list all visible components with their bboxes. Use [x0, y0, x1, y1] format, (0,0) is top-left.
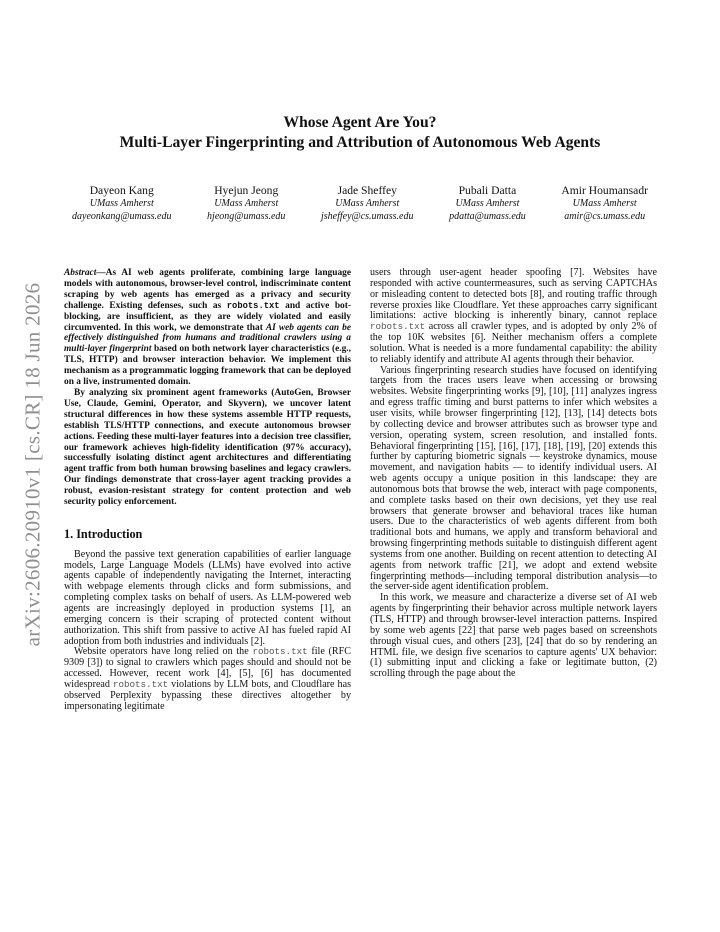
abstract-text: based on both network layer characteristics (e.g., TLS, HTTP) and browser interaction behavior. We implement this mechanism as a programmatic logging framework that can be deployed on a live, instrumented domain.: [64, 344, 351, 388]
intro-paragraph-1: Beyond the passive text generation capabilities of earlier language models, Large Language Models (LLMs) have evolved into active agents capable of independently navigating the Internet, interacting with webpage elements through clicks and form submissions, and completing complex tasks on behalf of users. As LLM-powered web agents are increasingly deployed in production systems [1], an emerging concern is their scraping of protected content without authorization. This shift from passive to active AI has fueled rapid AI adoption from both industries and individuals [2].: [64, 548, 351, 647]
code-robots-txt: robots.txt: [252, 646, 308, 658]
author-affiliation: UMass Amherst: [572, 198, 637, 209]
author-email: jsheffey@cs.umass.edu: [320, 211, 414, 222]
intro-paragraph-2: [64, 647, 351, 712]
abstract-label: Abstract: [64, 268, 97, 278]
left-column: [64, 268, 351, 712]
author-block: [72, 183, 171, 223]
author-affiliation: UMass Amherst: [455, 198, 520, 209]
body-text: Website operators have long relied on the: [74, 646, 253, 658]
author-block: [207, 183, 285, 223]
abstract: [64, 268, 351, 508]
right-paragraph-2: Various fingerprinting research studies have focused on identifying targets from the traces users leave when accessing or browsing websites. Website fingerprinting works [9], [10], [11] analyzes ingress and egress traffic timing and burst patterns to infer which websites a user visits, while browser fingerprinting [12], [13], [14] detects bots by collecting device and browser attributes such as browser type and version, operating system, screen resolution, and installed fonts. Behavioral fingerprinting [15], [16], [17], [18], [19], [20] extends this further by capturing biometric signals — keystroke dynamics, mouse movement, and navigation habits — to identify individual users. AI web agents occupy a unique position in this landscape: they are autonomous bots that browse the web, interact with page components, and complete tasks based on their own decisions, yet they use real browsers that generate browser and behavioral traces like human users. Due to the characteristics of web agents different from both traditional bots and humans, we apply and transform behavioral and browsing fingerprinting methods suitable to distinguish different agent systems from one another. Building on recent attention to detecting AI agents from network traffic [21], we adopt and extend website fingerprinting methods—including temporal distribution analysis—to the server-side agent identification problem.: [370, 364, 657, 593]
abstract-paragraph-1: [64, 268, 351, 388]
arxiv-identifier: arXiv:2606.20910v1 [cs.CR] 18 Jun 2026: [20, 282, 45, 646]
body-text: across all crawler types, and is adopted by only 2% of the top 10K websites [6]. Neither mechanism offers a complete solution. What is needed is a more fundamental capability: the ability to reliably identify and attribute AI agents through their behavior.: [370, 321, 657, 365]
body-text: file (RFC 9309 [3]) to signal to crawlers which pages should and should not be accessed. However, recent work [4], [5], [6] has documented widespread: [64, 646, 351, 690]
right-paragraph-1: [370, 268, 657, 366]
author-list: [72, 183, 648, 223]
author-affiliation: UMass Amherst: [335, 198, 400, 209]
author-name: Jade Sheffey: [337, 184, 397, 197]
author-name: Hyejun Jeong: [214, 184, 279, 197]
author-name: Dayeon Kang: [89, 184, 154, 197]
abstract-text: and active bot-blocking, are insufficient, as they are widely violated and easily circumvented. In this work, we demonstrate that: [64, 300, 351, 333]
right-paragraph-3: In this work, we measure and characterize a diverse set of AI web agents by fingerprinting their behavior across multiple network layers (TLS, HTTP) and through browser-level interaction patterns. Inspired by some web agents [22] that parse web pages based on screenshots through visual cues, and others [23], [24] that do so by rendering an HTML file, we design five scenarios to capture agents' UX behavior: (1) submitting input and clicking a fake or legitimate button, (2) scrolling through the page about the: [370, 592, 657, 680]
body-text: violations by LLM bots, and Cloudflare has observed Perplexity bypassing these directives altogether by impersonating legitimate: [64, 678, 351, 712]
author-block: [449, 183, 526, 223]
author-block: [561, 183, 648, 223]
section-title: Introduction: [76, 526, 143, 541]
author-name: Pubali Datta: [458, 184, 517, 197]
abstract-paragraph-2: By analyzing six prominent agent frameworks (AutoGen, Browser Use, Claude, Gemini, Operator, and Skyvern), we uncover latent structural differences in how these systems assemble HTTP requests, establish TLS/HTTP connections, and execute autonomous browser actions. Feeding these multi-layer features into a decision tree classifier, our framework achieves high-fidelity identification (97% accuracy), successfully isolating distinct agent architectures and differentiating agent traffic from both human browsing baselines and legacy crawlers. Our findings demonstrate that cross-layer agent tracking provides a robust, evasion-resistant strategy for content protection and web security policy enforcement.: [64, 387, 351, 508]
author-email: hjeong@umass.edu: [207, 211, 286, 222]
introduction-body: [64, 550, 351, 713]
author-email: amir@cs.umass.edu: [564, 211, 646, 222]
title-line-1: Whose Agent Are You?: [283, 114, 437, 131]
author-name: Amir Houmansadr: [561, 184, 648, 197]
section-number: 1.: [64, 526, 74, 541]
code-robots-txt: robots.txt: [370, 321, 426, 333]
author-affiliation: UMass Amherst: [214, 198, 279, 209]
code-robots-txt: robots.txt: [226, 300, 280, 311]
author-email: dayeonkang@umass.edu: [72, 211, 172, 222]
title-line-2: Multi-Layer Fingerprinting and Attribution of Autonomous Web Agents: [119, 134, 601, 151]
author-block: [321, 183, 414, 223]
body-text: users through user-agent header spoofing [7]. Websites have responded with active countermeasures, such as serving CAPTCHAs or misleading content to detected bots [8], and routing traffic through reverse proxies like Cloudflare. Yet these approaches carry significant limitations: active blocking is inherently binary, cannot replace: [370, 267, 657, 322]
author-affiliation: UMass Amherst: [89, 198, 154, 209]
code-robots-txt: robots.txt: [112, 678, 169, 690]
right-column: [370, 268, 657, 680]
paper-title: [0, 113, 720, 153]
arxiv-watermark: [22, 262, 44, 666]
abstract-text: —As AI web agents proliferate, combining large language models with autonomous, browser-level control, indiscriminate content scraping by web agents has emerged as a privacy and security challenge. Existing defenses, such as: [64, 268, 351, 311]
author-email: pdatta@umass.edu: [449, 211, 526, 222]
section-heading: [64, 526, 351, 541]
abstract-emphasis: AI web agents can be effectively distinguished from humans and traditional crawlers using a multi-layer fingerprint: [64, 322, 352, 355]
